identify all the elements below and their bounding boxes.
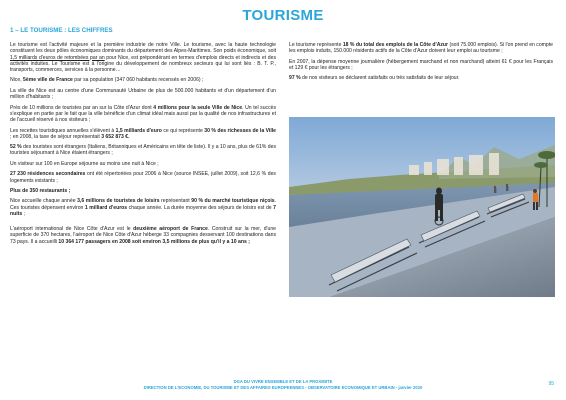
footer-line-1: DGA DU VIVRE ENSEMBLE ET DE LA PROXIMITE	[233, 379, 333, 384]
paragraph-population: Nice, 5ème ville de France par sa population (347 060 habitants recensés en 2006) ;	[10, 77, 204, 84]
page-footer	[0, 379, 566, 391]
paragraph-satisfaction: 97 % de nos visiteurs se déclarent satisfaits ou très satisfaits de leur séjour.	[289, 75, 460, 82]
paragraph-residences: 27 230 résidences secondaires ont été répertoriées pour 2006 à Nice (source INSEE, juillet 2009), soit 12,6 % des logements existants ;	[10, 171, 276, 184]
page-title: TOURISME	[242, 7, 324, 24]
paragraph-jobs: Le tourisme représente 18 % du total des emplois de la Côte d'Azur (soit 75.000 emplois). Si l'on prend en compte les emplois induits, 150.000 résidents actifs de la Côte d'Azur doivent leur emploi au tourisme ;	[289, 42, 553, 55]
section-heading: 1 – LE TOURISME : LES CHIFFRES	[10, 27, 113, 34]
paragraph-restaurants: Plus de 350 restaurants ;	[10, 188, 71, 194]
paragraph-europe: Un visiteur sur 100 en Europe séjourne au moins une nuit à Nice ;	[10, 160, 159, 167]
paragraph-community: La ville de Nice est au centre d'une Communauté Urbaine de plus de 500.000 habitants et d'un département d'un million d'habitants ;	[10, 87, 276, 101]
paragraph-airport: L'aéroport international de Nice Côte d'Azur est le deuxième aéroport de France. Construit sur la mer, d'une superficie de 370 hectares, l'aéroport de Nice Côte d'Azur héberge 33 compagnies desservant 100 destinations dans 73 pays. Il a accueilli 10 364 177 passagers en 2008 soit environ 3,5 millions de plus qu'il y a 10 ans ;	[10, 226, 276, 245]
right-column	[289, 42, 553, 86]
paragraph-spending: En 2007, la dépense moyenne journalière (hébergement marchand et non marchand) atteint 61 € pour les Français et 129 € pour les étrangers ;	[289, 58, 553, 71]
paragraph-revenue: Les recettes touristiques annuelles s'élèvent à 1,5 milliards d'euro ce qui représente 30 % des richesses de la Ville ; en 2008, la taxe de séjour représentait 3 652 873 €.	[10, 127, 276, 140]
footer-line-2: DIRECTION DE L'ECONOMIE, DU TOURISME ET DES AFFAIRES EUROPEENNES - OBSERVATOIRE ECONOMIQUE ET URBAIN - janvier 2010	[143, 385, 423, 390]
left-column	[10, 42, 276, 249]
paragraph-foreigners: 52 % des touristes sont étrangers (Italiens, Britanniques et Américains en tête de liste). Il y a 10 ans, plus de 61% des touristes séjournant à Nice étaient étrangers ;	[10, 144, 276, 157]
paragraph-leisure: Nice accueille chaque année 3,6 millions de touristes de loisirs représentant 90 % du marché touristique niçois. Ces touristes dépensent environ 1 milliard d'euros chaque année. La durée moyenne des séjours de loisirs est de 7 nuits ;	[10, 198, 277, 217]
promenade-photo	[289, 117, 555, 297]
paragraph-visitors: Près de 10 millions de touristes par an sur la Côte d'Azur dont 4 millions pour la seule Ville de Nice. Un tel succès s'explique en partie par le fait que la ville bénéficie d'un climat idéal mais aussi par la qualité de nos infrastructures et de l'accueil réservé à nos visiteurs ;	[10, 104, 277, 124]
paragraph-intro: Le tourisme est l'activité majeure et la première industrie de notre Ville. Le tourisme, avec la haute technologie constituent les deux pôles économiques dominants du département des Alpes-Maritimes. Son poids économique, soit 1,5 milliards d'euros de retombées par an pour Nice, est prépondérant en termes d'emplois directs et indirects et des activités induites. Le Tourisme est à l'origine du développement de nombreux secteurs qui lui sont liés : B. T. P., transports, commerces, services à la personne…	[10, 42, 276, 73]
page-number: 95	[548, 381, 554, 387]
promenade-illustration	[289, 117, 555, 297]
